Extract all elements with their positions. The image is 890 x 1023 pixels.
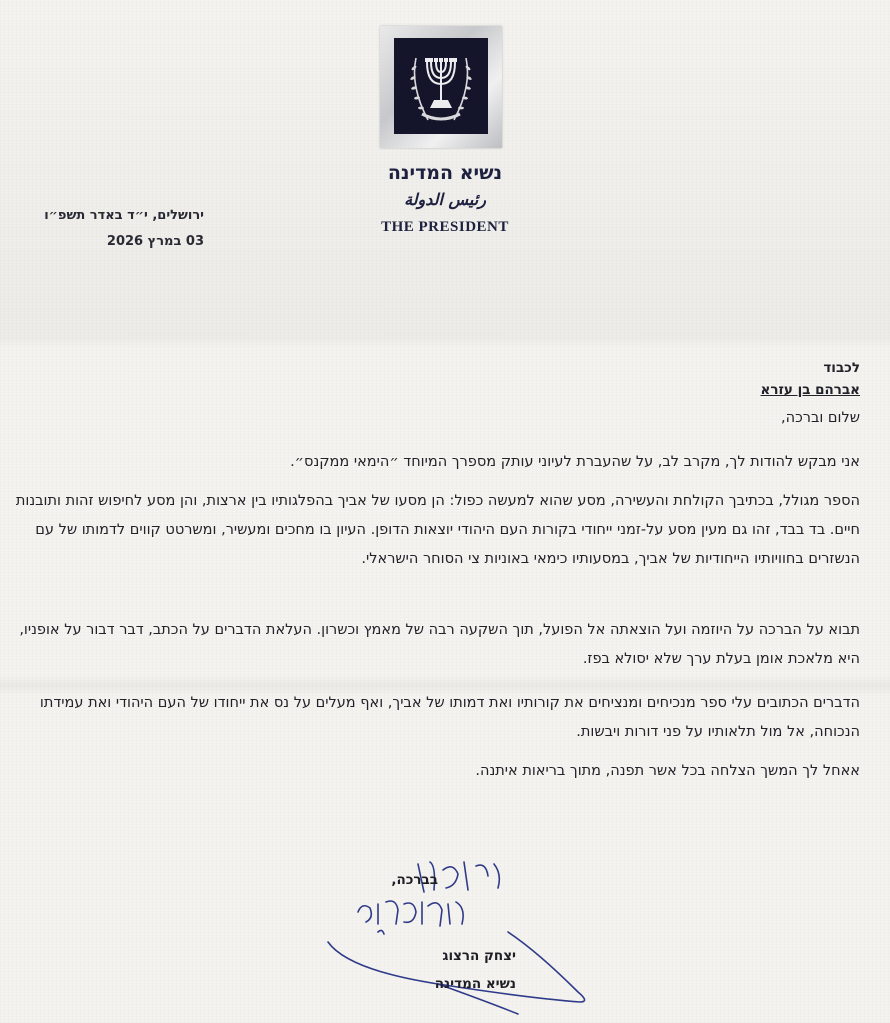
emblem-frame [380,26,502,148]
greeting: שלום וברכה, [781,410,860,426]
letterhead-title-english: THE PRESIDENT [381,219,509,235]
body-paragraph: תבוא על הברכה על היוזמה ועל הוצאתה אל הפועל, תוך השקעה רבה של מאמץ וכשרון. העלאת הדברים על הכתב, דבר דבור על אופניו, היא מלאכת אומן בעלת ערך שלא יסולא בפז. [19,622,860,667]
place-date-block [0,203,204,255]
emblem-of-israel-icon [394,38,488,134]
closing-block [376,866,516,998]
closing-blessing: בברכה, [391,872,438,888]
signer-name: יצחק הרצוג [442,948,516,964]
signer-title: נשיא המדינה [434,976,516,992]
body-paragraph: אאחל לך המשך הצלחה בכל אשר תפנה, מתוך בריאות איתנה. [475,763,860,779]
recipient-honorific: לכבוד [823,360,860,376]
body-paragraph: הספר מגולל, בכתיבך הקולחת והעשירה, מסע שהוא למעשה כפול: הן מסעו של אביך בהפלגותיו בין ארצות, והן מסע לחיפוש זהות ותובנות חיים. בד בבד, זהו גם מעין מסע על-זמני ייחודי בקורות העם היהודי יוצאות הדופן. העיון בו מחכים ומעשיר, ומשרטט קווים לדמותו של עם הנשזרים בחוויותיו הייחודיות של אביך, במסעותיו כימאי באוניות צי הסוחר הישראלי. [15,493,860,567]
body-paragraph: אני מבקש להודות לך, מקרב לב, על שהעברת לעיוני עותק מספרך המיוחד ״הימאי ממקנס״. [290,454,860,470]
recipient-name: אברהם בן עזרא [760,382,860,398]
place-date-line-gregorian: 03 במרץ 2026 [106,234,204,249]
letterhead-title-arabic: رئيس الدولة [404,190,486,209]
body-paragraph: הדברים הכתובים עלי ספר מנכיחים ומנציחים את קורותיו ואת דמותו של אביך, ואף מעלים על נס את ייחודו של העם היהודי ואת עמידתו הנכוחה, אל מול תלאותיו על פני דורות ויבשות. [39,695,860,740]
letterhead-title-hebrew: נשיא המדינה [387,162,503,184]
place-date-line-hebrew: ירושלים, י״ד באדר תשפ״ו [44,208,204,223]
